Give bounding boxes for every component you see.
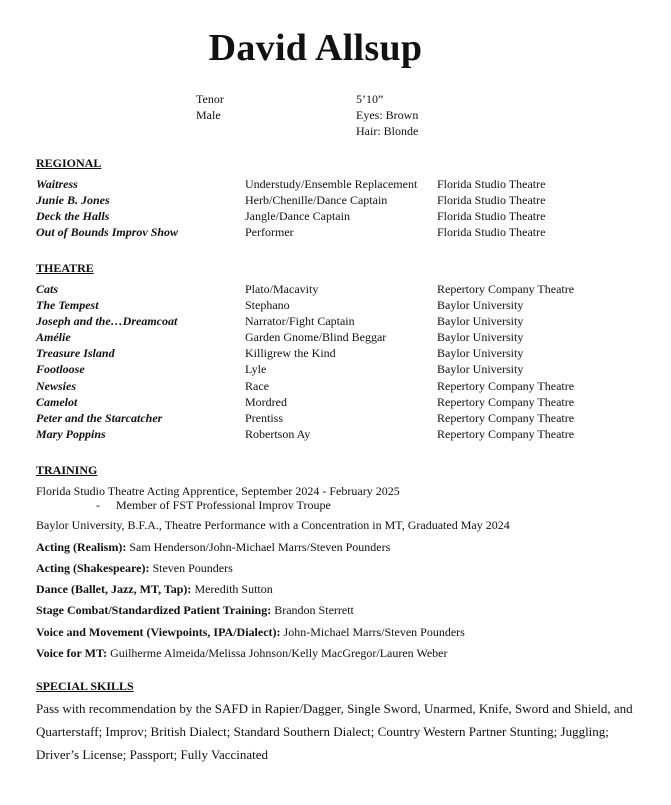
credit-row bbox=[36, 410, 636, 426]
credit-venue: Baylor University bbox=[437, 314, 524, 329]
credit-title: Deck the Halls bbox=[36, 209, 110, 224]
credit-role: Jangle/Dance Captain bbox=[245, 209, 350, 224]
training-value: Sam Henderson/John-Michael Marrs/Steven Pounders bbox=[129, 540, 391, 554]
credit-venue: Repertory Company Theatre bbox=[437, 378, 575, 393]
credit-venue: Repertory Company Theatre bbox=[437, 410, 575, 425]
training-value: Steven Pounders bbox=[152, 561, 233, 575]
credit-role: Robertson Ay bbox=[245, 426, 311, 441]
credit-row bbox=[36, 378, 636, 394]
credit-role: Understudy/Ensemble Replacement bbox=[245, 177, 418, 191]
training-item bbox=[36, 646, 447, 661]
credit-role: Race bbox=[245, 378, 269, 393]
credit-title: Cats bbox=[36, 282, 59, 296]
hair-color: Hair: Blonde bbox=[356, 124, 419, 138]
stats-right bbox=[356, 91, 418, 139]
regional-heading: REGIONAL bbox=[36, 156, 102, 170]
credit-venue: Florida Studio Theatre bbox=[437, 225, 546, 240]
training-label: Voice for MT: bbox=[36, 646, 108, 660]
credit-title: Treasure Island bbox=[36, 346, 115, 361]
eye-color: Eyes: Brown bbox=[356, 108, 419, 122]
credit-venue: Repertory Company Theatre bbox=[437, 426, 575, 441]
height: 5’10” bbox=[356, 92, 384, 106]
credit-venue: Repertory Company Theatre bbox=[437, 394, 575, 409]
training-apprentice: Florida Studio Theatre Acting Apprentice, September 2024 - February 2025 bbox=[36, 484, 400, 498]
training-value: Brandon Sterrett bbox=[274, 603, 354, 617]
training-label: Dance (Ballet, Jazz, MT, Tap): bbox=[36, 582, 192, 596]
credit-row bbox=[36, 208, 636, 224]
credit-venue: Baylor University bbox=[437, 298, 524, 313]
training-degree: Baylor University, B.F.A., Theatre Performance with a Concentration in MT, Graduated May 2024 bbox=[36, 518, 510, 532]
gender: Male bbox=[196, 108, 221, 122]
credit-row bbox=[36, 345, 636, 361]
stats-left bbox=[196, 91, 224, 123]
credit-row bbox=[36, 176, 636, 192]
credit-row bbox=[36, 313, 636, 329]
credit-title: Footloose bbox=[36, 362, 85, 377]
training-value: Meredith Sutton bbox=[194, 582, 273, 596]
dash-bullet: - bbox=[96, 498, 100, 512]
training-heading: TRAINING bbox=[36, 463, 98, 477]
credit-venue: Florida Studio Theatre bbox=[437, 209, 546, 224]
credit-role: Prentiss bbox=[245, 410, 284, 425]
special-skills-text: Pass with recommendation by the SAFD in Rapier/Dagger, Single Sword, Unarmed, Knife, Sword and Shield, and Quarterstaff; Improv; British Dialect; Standard Southern Dialect; Country Western Partner Stunting; Juggling; Driver’s License; Passport; Fully Vaccinated bbox=[36, 701, 633, 762]
credit-title: Newsies bbox=[36, 378, 76, 393]
credit-role: Garden Gnome/Blind Beggar bbox=[245, 330, 387, 345]
training-item bbox=[36, 603, 354, 618]
training-value: Guilherme Almeida/Melissa Johnson/Kelly MacGregor/Lauren Weber bbox=[110, 646, 448, 660]
credit-title: Waitress bbox=[36, 177, 78, 191]
credit-title: Junie B. Jones bbox=[36, 193, 110, 208]
credit-row bbox=[36, 192, 636, 208]
credit-title: Camelot bbox=[36, 394, 78, 409]
training-item bbox=[36, 582, 273, 597]
credit-row bbox=[36, 297, 636, 313]
credit-venue: Florida Studio Theatre bbox=[437, 193, 546, 208]
candidate-name: David Allsup bbox=[208, 27, 423, 69]
credit-role: Lyle bbox=[245, 362, 267, 377]
credit-venue: Repertory Company Theatre bbox=[437, 282, 575, 296]
credit-venue: Baylor University bbox=[437, 346, 524, 361]
theatre-credits bbox=[36, 281, 636, 442]
credit-title: Joseph and the…Dreamcoat bbox=[36, 314, 178, 329]
training-sub-text: Member of FST Professional Improv Troupe bbox=[116, 498, 331, 512]
credit-title: The Tempest bbox=[36, 298, 99, 313]
training-label: Acting (Realism): bbox=[36, 540, 127, 554]
credit-role: Narrator/Fight Captain bbox=[245, 314, 355, 329]
training-label: Voice and Movement (Viewpoints, IPA/Dialect): bbox=[36, 625, 281, 639]
credit-row bbox=[36, 426, 636, 442]
credit-venue: Baylor University bbox=[437, 362, 524, 377]
training-item bbox=[36, 625, 465, 640]
credit-role: Mordred bbox=[245, 394, 287, 409]
credit-row bbox=[36, 281, 636, 297]
credit-venue: Florida Studio Theatre bbox=[437, 177, 546, 191]
training-sub-item bbox=[96, 498, 331, 513]
credit-title: Amélie bbox=[36, 330, 71, 345]
credit-venue: Baylor University bbox=[437, 330, 524, 345]
regional-credits bbox=[36, 176, 636, 240]
training-item bbox=[36, 561, 233, 576]
theatre-heading: THEATRE bbox=[36, 261, 94, 275]
credit-role: Herb/Chenille/Dance Captain bbox=[245, 193, 388, 208]
credit-role: Performer bbox=[245, 225, 294, 240]
special-skills-heading: SPECIAL SKILLS bbox=[36, 679, 134, 693]
credit-row bbox=[36, 361, 636, 377]
training-value: John-Michael Marrs/Steven Pounders bbox=[283, 625, 465, 639]
credit-role: Stephano bbox=[245, 298, 290, 313]
credit-title: Out of Bounds Improv Show bbox=[36, 225, 179, 240]
training-item bbox=[36, 540, 390, 555]
credit-title: Peter and the Starcatcher bbox=[36, 410, 163, 425]
training-label: Stage Combat/Standardized Patient Training: bbox=[36, 603, 272, 617]
credit-title: Mary Poppins bbox=[36, 426, 106, 441]
credit-row bbox=[36, 394, 636, 410]
credit-row bbox=[36, 224, 636, 240]
credit-role: Plato/Macavity bbox=[245, 282, 319, 296]
voice-type: Tenor bbox=[196, 92, 224, 106]
credit-row bbox=[36, 329, 636, 345]
credit-role: Killigrew the Kind bbox=[245, 346, 336, 361]
training-label: Acting (Shakespeare): bbox=[36, 561, 150, 575]
